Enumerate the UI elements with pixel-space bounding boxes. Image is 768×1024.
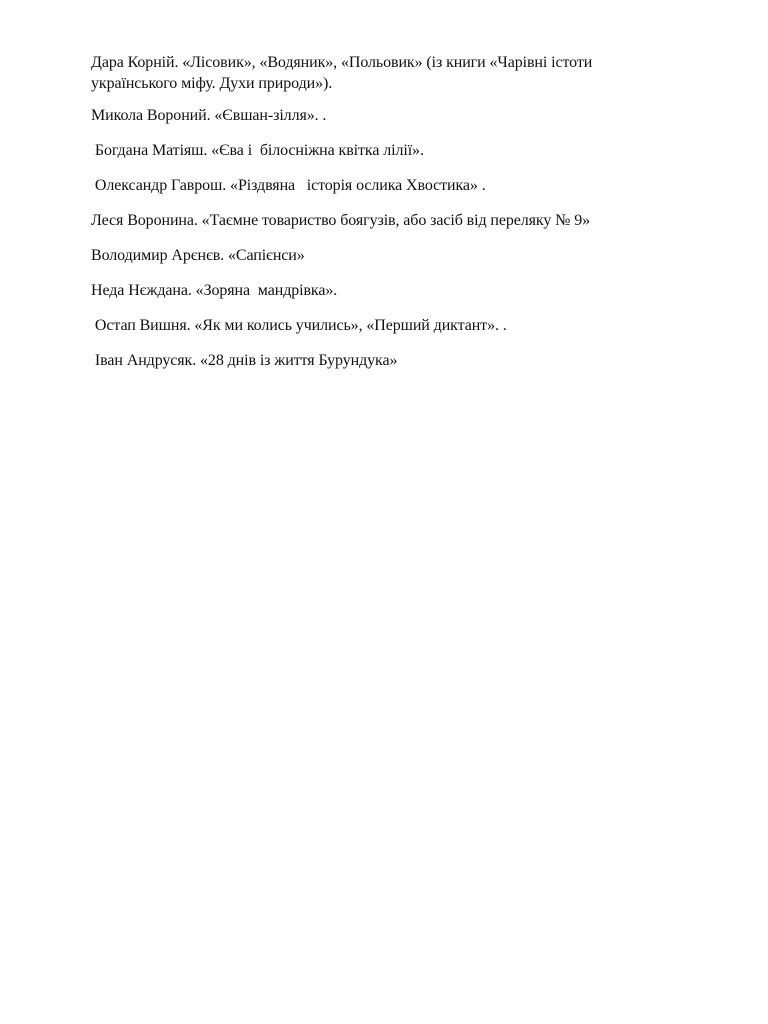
- list-item: Дара Корній. «Лісовик», «Водяник», «Польовик» (із книги «Чарівні істоти українського міфу. Духи природи»).: [91, 54, 597, 92]
- list-item: Іван Андрусяк. «28 днів із життя Бурундука»: [91, 352, 398, 369]
- list-item: Остап Вишня. «Як ми колись учились», «Перший диктант». .: [91, 317, 507, 334]
- list-item: Олександр Гаврош. «Різдвяна історія ослика Хвостика» .: [91, 177, 486, 194]
- reading-list: [91, 52, 681, 385]
- list-item: Володимир Арєнєв. «Сапієнси»: [91, 247, 305, 264]
- list-item: Микола Вороний. «Євшан-зілля». .: [91, 107, 327, 124]
- list-item: Неда Нєждана. «Зоряна мандрівка».: [91, 282, 338, 299]
- list-item: Богдана Матіяш. «Єва і білосніжна квітка лілії».: [91, 142, 424, 159]
- list-item: Леся Воронина. «Таємне товариство боягузів, або засіб від переляку № 9»: [91, 212, 591, 229]
